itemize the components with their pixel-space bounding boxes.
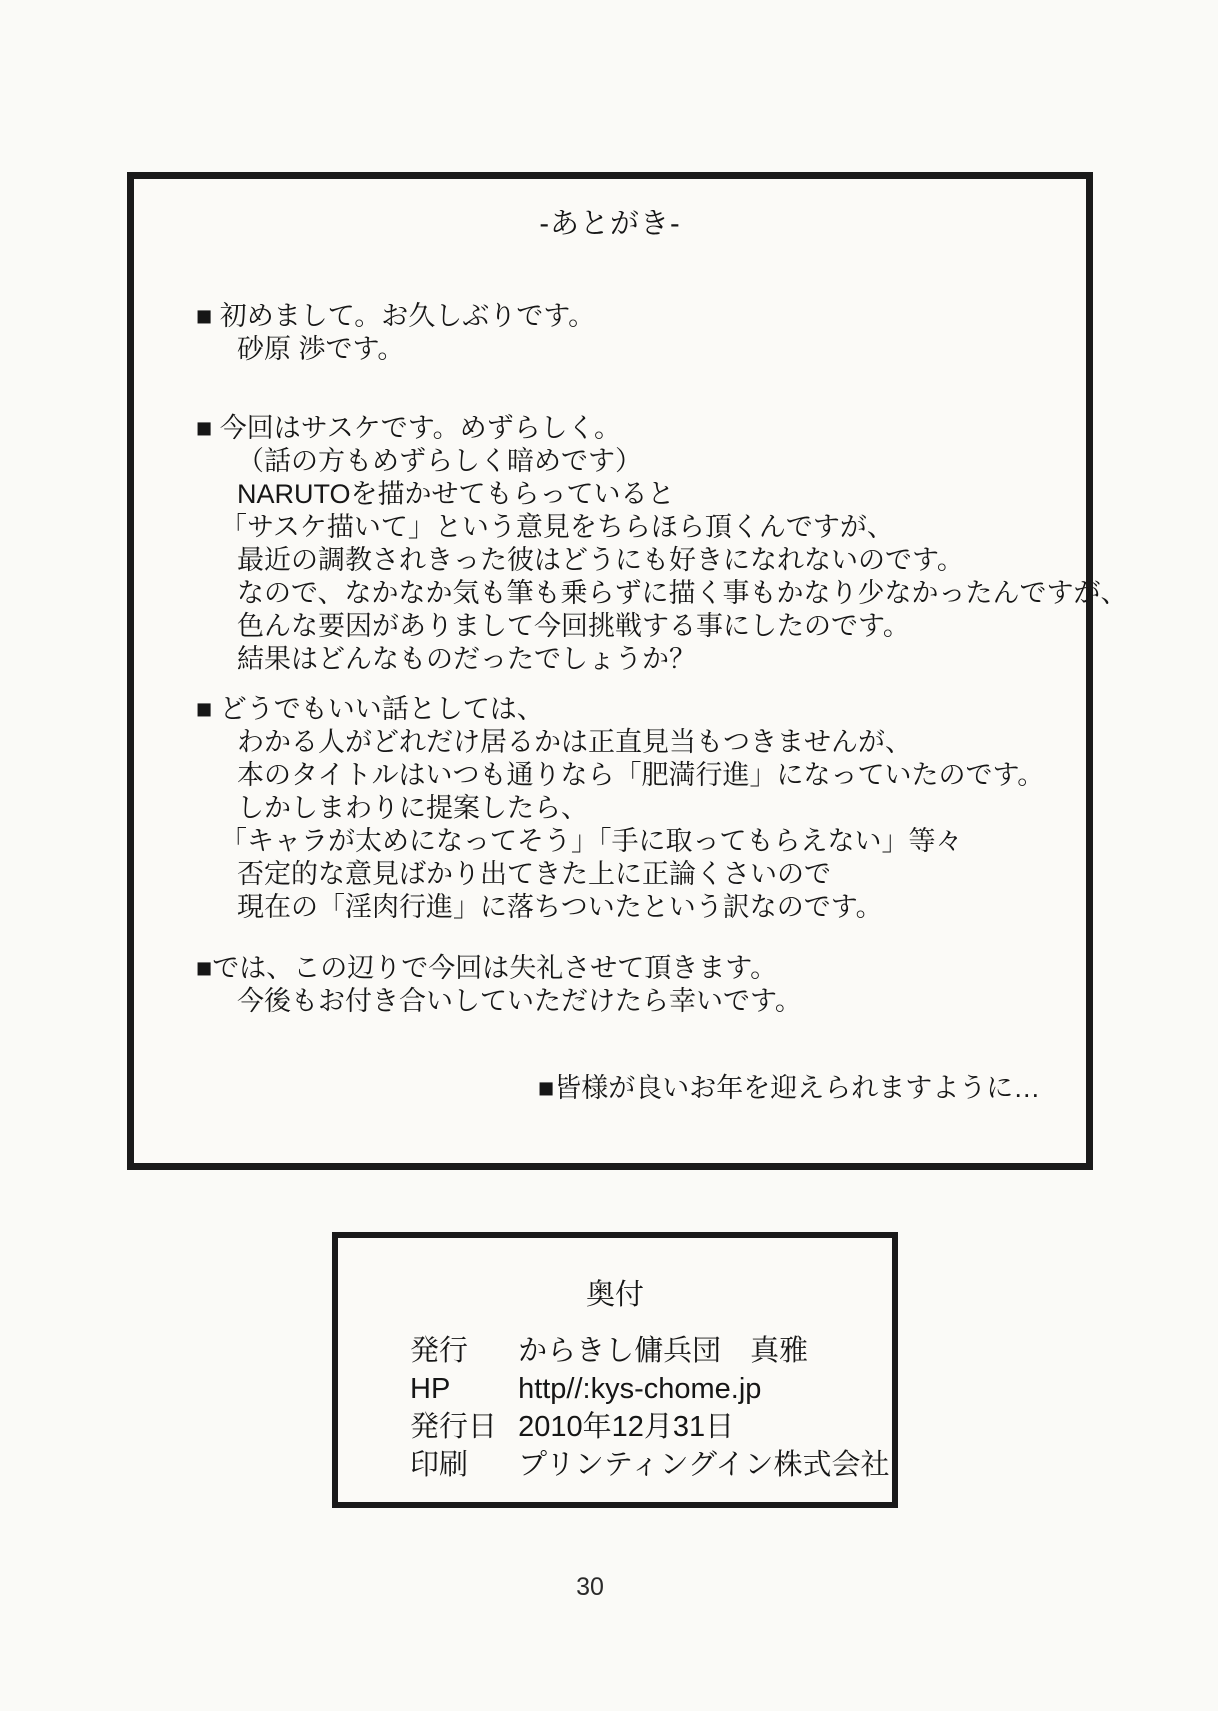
afterword-block-title-story	[134, 693, 1086, 924]
afterword-line: ■ 初めまして。お久しぶりです。	[196, 301, 596, 331]
page-number: 30	[576, 1573, 604, 1601]
afterword-block-sasuke	[134, 412, 1128, 676]
afterword-line: （話の方もめずらしく暗めです）	[237, 446, 642, 476]
afterword-line: 今後もお付き合いしていただけたら幸いです。	[237, 986, 802, 1016]
afterword-line: 本のタイトルはいつも通りなら「肥満行進」になっていたのです。	[237, 760, 1045, 790]
afterword-block-greeting	[134, 300, 1086, 366]
colophon-row-publish-date	[410, 1408, 882, 1446]
colophon-label: 印刷	[410, 1449, 469, 1481]
afterword-block-farewell	[134, 952, 1086, 1018]
afterword-line: NARUTOを描かせてもらっていると	[237, 479, 675, 509]
afterword-content	[134, 300, 1128, 1105]
colophon-value: 2010年12月31日	[518, 1411, 735, 1443]
afterword-line: ■皆様が良いお年を迎えられますように…	[538, 1073, 1041, 1103]
colophon-value: からきし傭兵団 真雅	[518, 1335, 809, 1367]
afterword-line: なので、なかなか気も筆も乗らずに描く事もかなり少なかったんですが、	[237, 578, 1128, 608]
afterword-line: 否定的な意見ばかり出てきた上に正論くさいので	[237, 859, 831, 889]
colophon-label: 発行	[410, 1335, 469, 1367]
afterword-line: 砂原 渉です。	[237, 334, 405, 364]
afterword-line: ■では、この辺りで今回は失礼させて頂きます。	[196, 953, 778, 983]
colophon-title: 奥付	[585, 1279, 644, 1311]
afterword-line: 結果はどんなものだったでしょうか？	[237, 644, 696, 674]
colophon-row-printer	[410, 1446, 890, 1484]
colophon-label: 発行日	[410, 1411, 498, 1443]
afterword-line: 「サスケ描いて」という意見をちらほら頂くんですが、	[220, 512, 894, 542]
colophon-label: HP	[410, 1373, 451, 1405]
afterword-line: しかしまわりに提案したら、	[237, 793, 588, 823]
colophon-box	[332, 1232, 898, 1508]
afterword-line: わかる人がどれだけ居るかは正直見当もつきませんが、	[237, 727, 912, 757]
afterword-line: 現在の「淫肉行進」に落ちついたという訳なのです。	[237, 892, 883, 922]
afterword-title: -あとがき-	[539, 208, 681, 240]
afterword-line: ■ どうでもいい話としては、	[196, 694, 544, 724]
colophon-value: http//:kys-chome.jp	[518, 1373, 762, 1405]
afterword-line: 最近の調教されきった彼はどうにも好きになれないのです。	[237, 545, 964, 575]
afterword-line: ■ 今回はサスケです。めずらしく。	[196, 413, 622, 443]
afterword-line: 色んな要因がありまして今回挑戦する事にしたのです。	[237, 611, 910, 641]
afterword-box	[127, 172, 1128, 1170]
colophon-value: プリンティングイン株式会社	[518, 1449, 890, 1481]
afterword-line: 「キャラが太めになってそう」「手に取ってもらえない」等々	[220, 826, 963, 856]
colophon-row-publisher	[410, 1332, 882, 1370]
colophon-rows	[410, 1332, 890, 1484]
afterword-block-newyear-wish	[134, 1072, 1086, 1105]
colophon-row-hp	[410, 1370, 882, 1408]
